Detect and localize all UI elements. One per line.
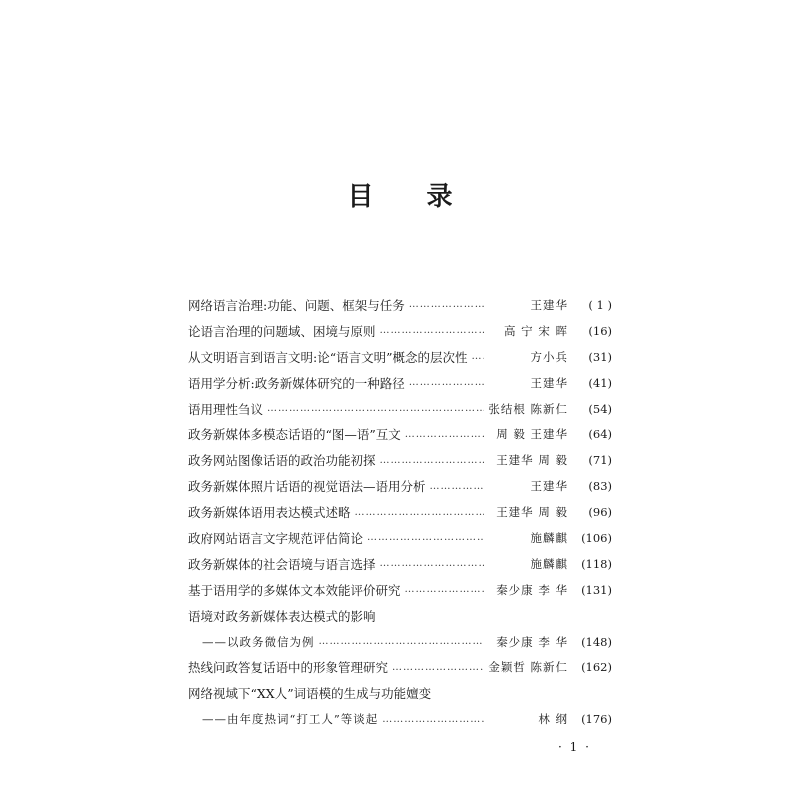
entry-author: 金颖哲 陈新仁 [488,660,568,675]
toc-entry [188,318,612,344]
entry-author: 林 纲 [538,712,568,727]
entry-title: 热线问政答复话语中的形象管理研究 [188,660,389,676]
entry-page: (16) [588,323,612,338]
entry-author: 王建华 [530,297,568,312]
entry-title: 从文明语言到语言文明:论“语言文明”概念的层次性 [188,349,468,365]
entry-page: (41) [588,375,612,390]
entry-title: 政务网站图像话语的政治功能初探 [188,453,376,469]
page-number: · 1 · [558,740,591,754]
entry-author: 周 毅 王建华 [496,427,568,442]
entry-page: ( 1 ) [588,297,612,312]
toc-entry-subtitle [188,629,612,655]
entry-title: 语境对政务新媒体表达模式的影响 [188,608,376,624]
leader-dots [267,403,484,414]
entry-page: (176) [581,712,612,727]
entry-page: (71) [588,453,612,468]
toc-entry [188,396,612,422]
entry-author: 张结根 陈新仁 [488,401,568,416]
leader-dots [405,429,484,440]
entry-author: 方小兵 [530,349,568,364]
entry-title: 基于语用学的多媒体文本效能评价研究 [188,582,401,598]
entry-page: (106) [581,530,612,545]
toc-entry [188,473,612,499]
leader-dots [380,455,484,466]
leader-dots [367,532,484,543]
toc-entry [188,525,612,551]
entry-author: 王建华 周 毅 [496,453,568,468]
toc-entry [188,447,612,473]
entry-page: (131) [581,582,612,597]
entry-title: 语用理性刍议 [188,401,264,417]
toc-entry [188,370,612,396]
leader-dots [405,584,484,595]
toc-entry [188,654,612,680]
entry-page: (148) [581,634,612,649]
leader-dots [392,662,484,673]
leader-dots [409,377,484,388]
leader-dots [355,507,484,518]
toc-entry-heading [188,680,612,706]
entry-author: 王建华 [530,479,568,494]
entry-subtitle: ——以政务微信为例 [202,634,315,649]
toc-entry [188,292,612,318]
leader-dots [380,325,484,336]
toc-entry-subtitle [188,706,612,732]
toc-entry-heading [188,603,612,629]
entry-author: 秦少康 李 华 [496,582,568,597]
entry-author: 施麟麒 [530,556,568,571]
toc-entry [188,577,612,603]
entry-page: (96) [588,505,612,520]
entry-author: 王建华 周 毅 [496,505,568,520]
page-title: 目 录 [347,182,475,212]
entry-author: 王建华 [530,375,568,390]
entry-title: 语用学分析:政务新媒体研究的一种路径 [188,375,405,391]
entry-title: 网络语言治理:功能、问题、框架与任务 [188,297,405,313]
toc-entry [188,499,612,525]
entry-page: (162) [581,660,612,675]
leader-dots [319,636,485,647]
entry-author: 高 宁 宋 晖 [504,323,568,338]
table-of-contents [188,292,612,732]
entry-title: 网络视域下“XX人”词语模的生成与功能嬗变 [188,686,432,702]
entry-title: 政府网站语言文字规范评估简论 [188,530,364,546]
leader-dots [430,481,484,492]
leader-dots [472,351,485,362]
entry-title: 政务新媒体照片话语的视觉语法—语用分析 [188,479,426,495]
entry-title: 论语言治理的问题域、困境与原则 [188,323,376,339]
entry-page: (64) [588,427,612,442]
entry-page: (118) [581,556,612,571]
entry-title: 政务新媒体语用表达模式述略 [188,505,351,521]
entry-page: (54) [588,401,612,416]
entry-author: 施麟麒 [530,530,568,545]
toc-entry [188,421,612,447]
entry-page: (83) [588,479,612,494]
entry-page: (31) [588,349,612,364]
toc-entry [188,551,612,577]
entry-subtitle: ——由年度热词“打工人”等谈起 [202,712,379,727]
toc-entry [188,344,612,370]
entry-title: 政务新媒体的社会语境与语言选择 [188,556,376,572]
entry-author: 秦少康 李 华 [496,634,568,649]
leader-dots [382,714,484,725]
entry-title: 政务新媒体多模态话语的“图—语”互文 [188,427,401,443]
leader-dots [380,558,484,569]
leader-dots [409,299,484,310]
